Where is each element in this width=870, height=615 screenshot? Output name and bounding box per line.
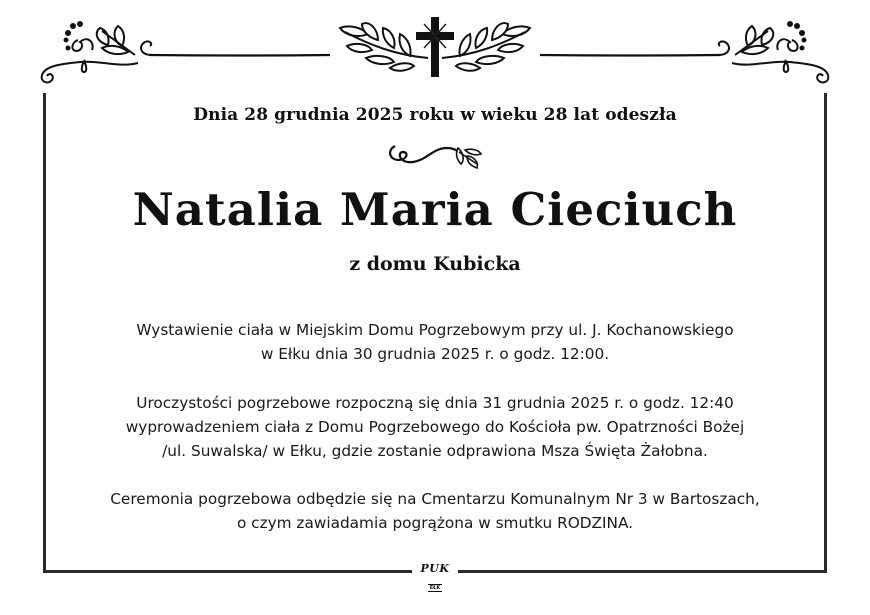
deceased-name: Natalia Maria Cieciuch <box>132 183 738 236</box>
vine-swirl-icon <box>385 140 485 170</box>
paragraph-line: wyprowadzeniem ciała z Domu Pogrzebowego do Kościoła pw. Opatrzności Bożej <box>125 418 745 436</box>
top-left-line <box>150 55 330 56</box>
frame-bottom-left-border <box>43 570 412 573</box>
top-right-line <box>540 55 720 56</box>
paragraph-line: /ul. Suwalska/ w Ełku, gdzie zostanie odprawiona Msza Święta Żałobna. <box>162 442 708 460</box>
floral-corner-left-icon <box>42 26 152 82</box>
funeral-ceremony-paragraph <box>60 391 810 463</box>
frame-right-border <box>824 93 827 572</box>
puk-logo <box>416 563 454 593</box>
floral-corner-right-icon <box>718 26 828 82</box>
cross-with-laurel-icon <box>340 17 530 77</box>
intro-line: Dnia 28 grudnia 2025 roku w wieku 28 lat odeszła <box>193 105 677 125</box>
paragraph-line: w Ełku dnia 30 grudnia 2025 r. o godz. 12:00. <box>260 345 610 363</box>
logo-sub-text: EŁK <box>429 585 441 591</box>
paragraph-line: Uroczystości pogrzebowe rozpoczną się dnia 31 grudnia 2025 r. o godz. 12:40 <box>136 394 734 412</box>
logo-main-text: PUK <box>420 562 450 575</box>
top-ornament <box>0 0 870 95</box>
frame-left-border <box>43 93 46 572</box>
maiden-name: z domu Kubicka <box>349 253 521 275</box>
paragraph-line: o czym zawiadamia pogrążona w smutku RODZINA. <box>236 514 634 532</box>
paragraph-line: Ceremonia pogrzebowa odbędzie się na Cmentarzu Komunalnym Nr 3 w Bartoszach, <box>110 490 760 508</box>
frame-bottom-right-border <box>458 570 827 573</box>
viewing-paragraph <box>60 318 810 366</box>
burial-paragraph <box>60 487 810 535</box>
paragraph-line: Wystawienie ciała w Miejskim Domu Pogrzebowym przy ul. J. Kochanowskiego <box>136 321 734 339</box>
